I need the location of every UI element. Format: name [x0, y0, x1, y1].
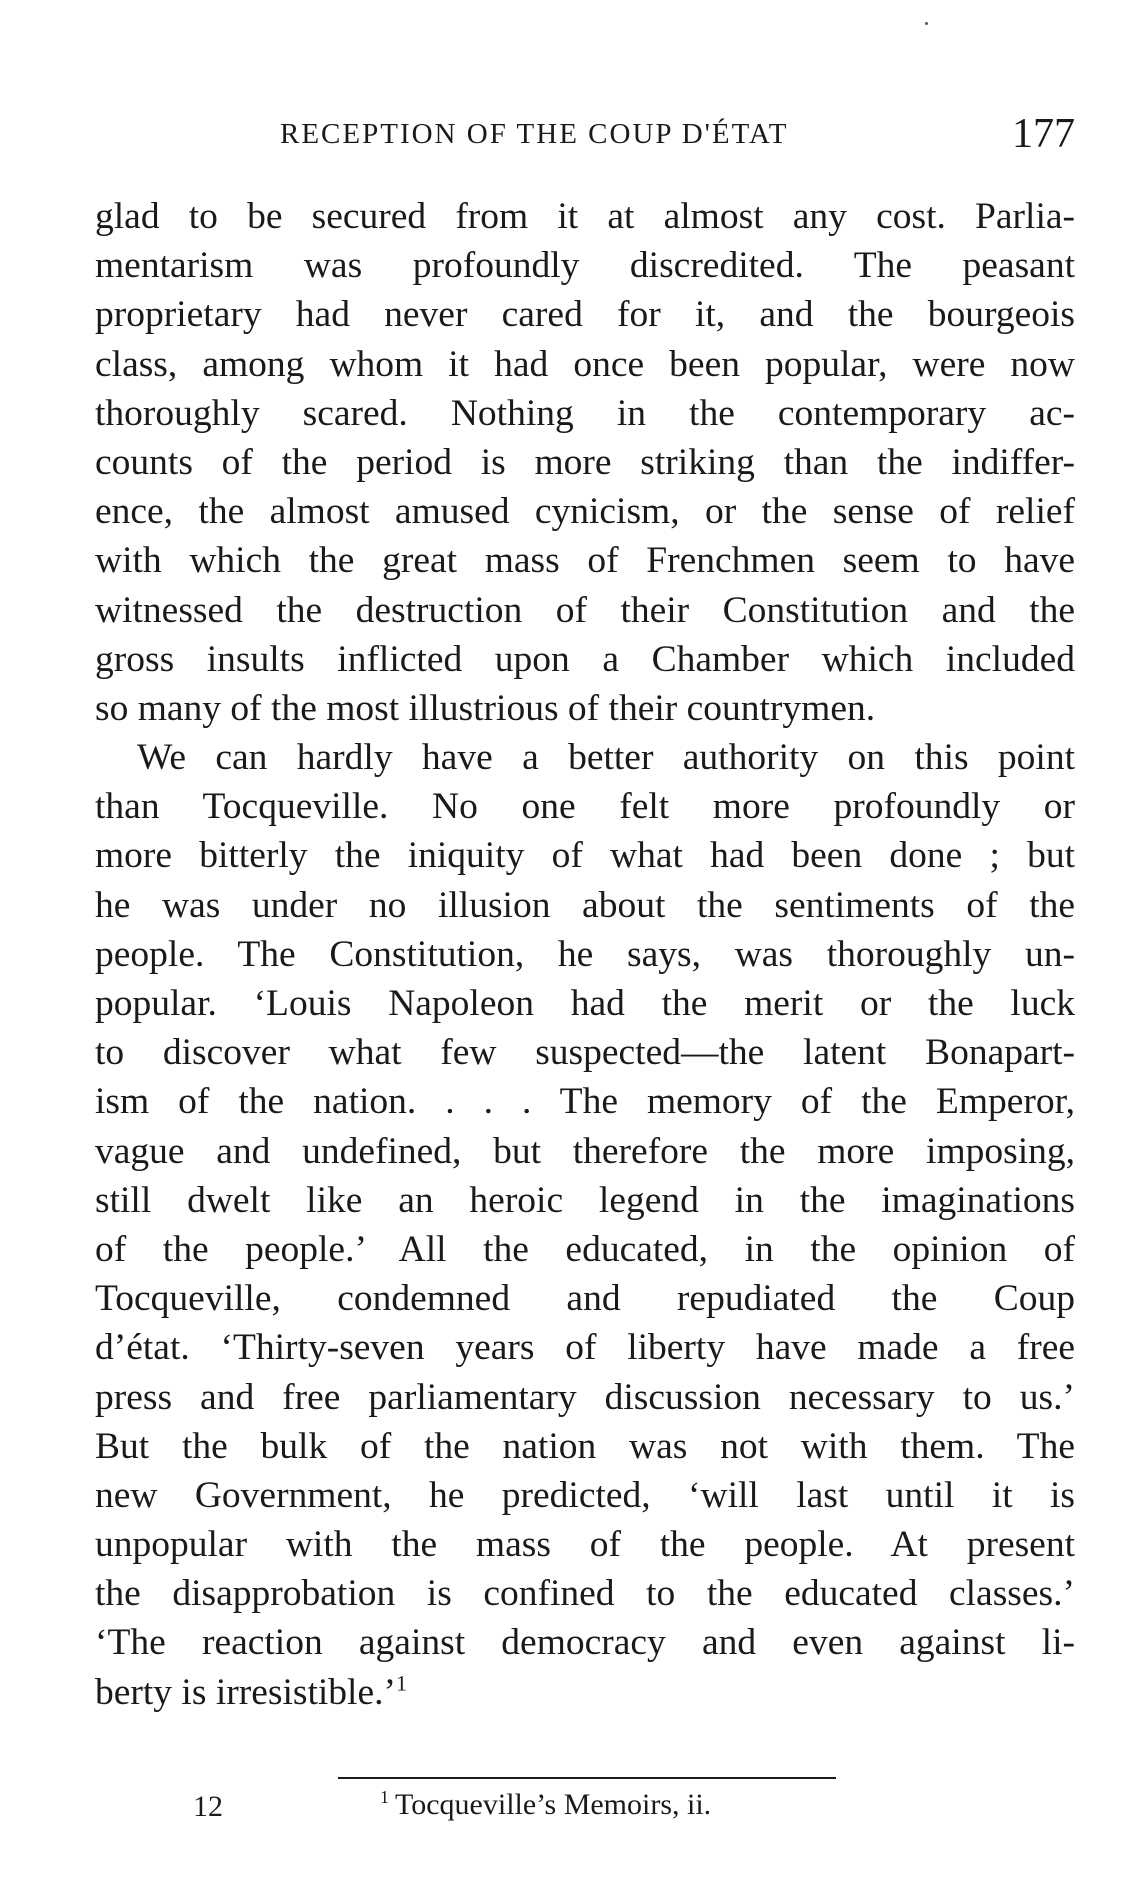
text-line: ence, the almost amused cynicism, or the sense of relief	[95, 491, 1075, 533]
text-line: the disapprobation is confined to the educated classes.’	[95, 1573, 1075, 1615]
paragraph-start-line: We can hardly have a better authority on this point	[137, 737, 1075, 779]
text-line: press and free parliamentary discussion necessary to us.’	[95, 1376, 1075, 1418]
text-line: thoroughly scared. Nothing in the contemporary ac-	[95, 392, 1075, 434]
text-line: gross insults inflicted upon a Chamber which included	[95, 638, 1075, 680]
text-line: Tocqueville, condemned and repudiated the Coup	[95, 1278, 1075, 1320]
footnote	[380, 1788, 711, 1822]
text-line: ‘The reaction against democracy and even against li-	[95, 1622, 1075, 1664]
text-line: popular. ‘Louis Napoleon had the merit or the luck	[95, 983, 1075, 1024]
text-line: still dwelt like an heroic legend in the imaginations	[95, 1179, 1075, 1221]
text-line: class, among whom it had once been popular, were now	[95, 343, 1075, 385]
text-line: of the people.’ All the educated, in the opinion of	[95, 1228, 1075, 1270]
running-header	[95, 110, 1075, 160]
text-line: mentarism was profoundly discredited. The peasant	[95, 245, 1075, 287]
footnote-reference: 1	[395, 1670, 407, 1696]
text-line: But the bulk of the nation was not with them. The	[95, 1425, 1075, 1467]
text-line: new Government, he predicted, ‘will last until it is	[95, 1474, 1075, 1516]
text-line: glad to be secured from it at almost any cost. Parlia-	[95, 196, 1075, 237]
text-line: so many of the most illustrious of their countrymen.	[95, 687, 876, 729]
text-line: more bitterly the iniquity of what had been done ; but	[95, 835, 1075, 877]
text-line: to discover what few suspected—the latent Bonapart-	[95, 1032, 1075, 1074]
text-line: than Tocqueville. No one felt more profoundly or	[95, 786, 1075, 828]
text-line: people. The Constitution, he says, was thoroughly un-	[95, 933, 1075, 975]
signature-mark: 12	[193, 1790, 223, 1823]
text-line: berty is irresistible.’	[95, 1671, 396, 1713]
text-line: ism of the nation. . . . The memory of the Emperor,	[95, 1081, 1075, 1123]
text-line: unpopular with the mass of the people. At present	[95, 1524, 1075, 1566]
text-line: proprietary had never cared for it, and the bourgeois	[95, 294, 1075, 336]
body-text	[95, 192, 1075, 1717]
page-number: 177	[1012, 111, 1075, 157]
footnote-marker: 1	[380, 1787, 389, 1807]
text-line: vague and undefined, but therefore the more imposing,	[95, 1130, 1075, 1172]
text-line-last	[95, 1668, 1075, 1717]
footnote-rule	[338, 1777, 836, 1779]
running-title: RECEPTION OF THE COUP D'ÉTAT	[280, 118, 789, 150]
text-line: d’état. ‘Thirty-seven years of liberty have made a free	[95, 1327, 1075, 1369]
print-speck	[925, 22, 928, 25]
text-line: counts of the period is more striking than the indiffer-	[95, 441, 1075, 483]
text-line: he was under no illusion about the sentiments of the	[95, 884, 1075, 926]
text-line: witnessed the destruction of their Constitution and the	[95, 589, 1075, 631]
text-line: with which the great mass of Frenchmen seem to have	[95, 540, 1075, 582]
footnote-text: Tocqueville’s Memoirs, ii.	[395, 1788, 712, 1821]
